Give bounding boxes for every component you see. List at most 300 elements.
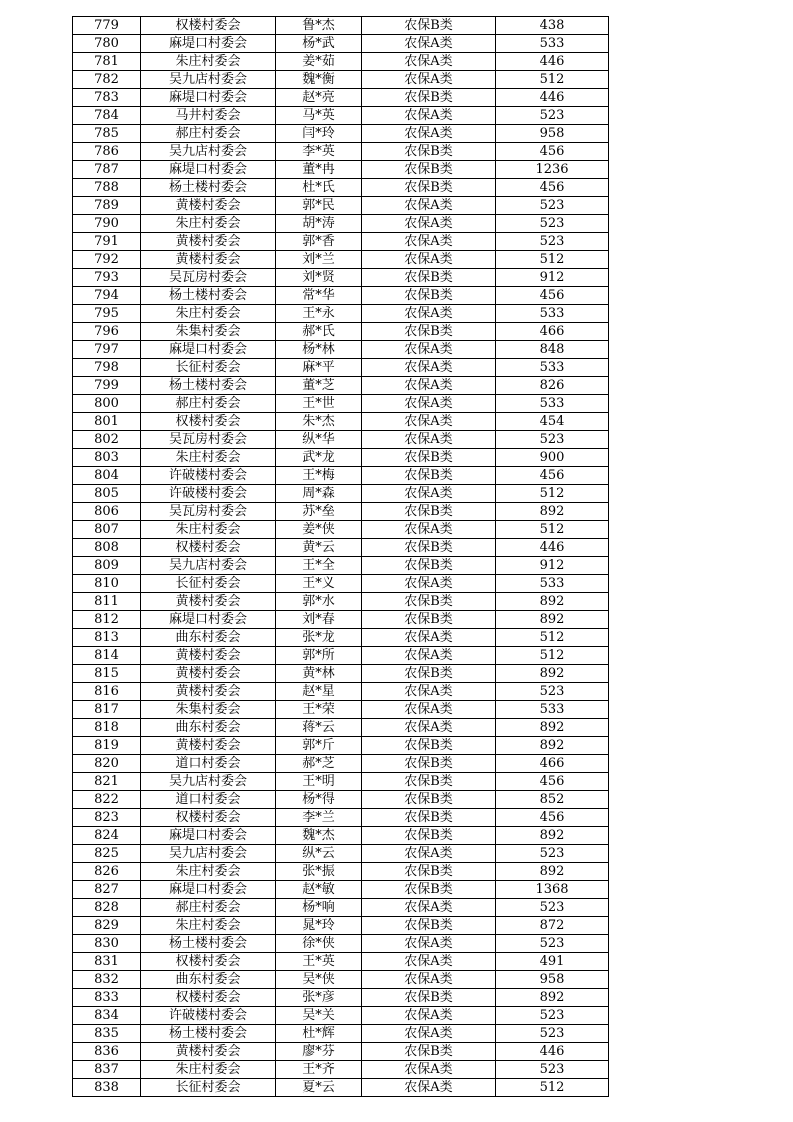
row-number-cell: 810 [73, 575, 141, 593]
table-row [73, 719, 609, 737]
category-cell: 农保B类 [362, 755, 496, 773]
name-cell: 王*齐 [276, 1061, 362, 1079]
row-number-cell: 797 [73, 341, 141, 359]
name-cell: 王*明 [276, 773, 362, 791]
table-row [73, 575, 609, 593]
table-row [73, 413, 609, 431]
table-row [73, 359, 609, 377]
amount-cell: 533 [496, 395, 609, 413]
table-row [73, 161, 609, 179]
amount-cell: 446 [496, 1043, 609, 1061]
name-cell: 麻*平 [276, 359, 362, 377]
row-number-cell: 835 [73, 1025, 141, 1043]
table-row [73, 143, 609, 161]
table-row [73, 593, 609, 611]
row-number-cell: 796 [73, 323, 141, 341]
name-cell: 董*芝 [276, 377, 362, 395]
name-cell: 马*英 [276, 107, 362, 125]
category-cell: 农保B类 [362, 665, 496, 683]
name-cell: 纵*云 [276, 845, 362, 863]
row-number-cell: 827 [73, 881, 141, 899]
amount-cell: 523 [496, 935, 609, 953]
village-cell: 长征村委会 [141, 575, 276, 593]
amount-cell: 491 [496, 953, 609, 971]
category-cell: 农保B类 [362, 737, 496, 755]
category-cell: 农保B类 [362, 17, 496, 35]
name-cell: 姜*侠 [276, 521, 362, 539]
table-row [73, 521, 609, 539]
category-cell: 农保A类 [362, 413, 496, 431]
name-cell: 张*振 [276, 863, 362, 881]
name-cell: 夏*云 [276, 1079, 362, 1097]
amount-cell: 872 [496, 917, 609, 935]
name-cell: 武*龙 [276, 449, 362, 467]
table-row [73, 179, 609, 197]
village-cell: 许破楼村委会 [141, 1007, 276, 1025]
category-cell: 农保B类 [362, 89, 496, 107]
row-number-cell: 792 [73, 251, 141, 269]
category-cell: 农保A类 [362, 647, 496, 665]
table-row [73, 791, 609, 809]
category-cell: 农保A类 [362, 683, 496, 701]
village-cell: 黄楼村委会 [141, 647, 276, 665]
village-cell: 许破楼村委会 [141, 467, 276, 485]
village-cell: 麻堤口村委会 [141, 35, 276, 53]
table-row [73, 89, 609, 107]
name-cell: 李*英 [276, 143, 362, 161]
name-cell: 杜*氏 [276, 179, 362, 197]
category-cell: 农保B类 [362, 179, 496, 197]
amount-cell: 892 [496, 503, 609, 521]
village-cell: 长征村委会 [141, 1079, 276, 1097]
row-number-cell: 824 [73, 827, 141, 845]
category-cell: 农保A类 [362, 935, 496, 953]
amount-cell: 523 [496, 431, 609, 449]
row-number-cell: 832 [73, 971, 141, 989]
name-cell: 李*兰 [276, 809, 362, 827]
row-number-cell: 805 [73, 485, 141, 503]
amount-cell: 512 [496, 251, 609, 269]
table-row [73, 1061, 609, 1079]
name-cell: 王*荣 [276, 701, 362, 719]
row-number-cell: 780 [73, 35, 141, 53]
amount-cell: 456 [496, 287, 609, 305]
village-cell: 麻堤口村委会 [141, 89, 276, 107]
village-cell: 黄楼村委会 [141, 665, 276, 683]
amount-cell: 826 [496, 377, 609, 395]
category-cell: 农保A类 [362, 71, 496, 89]
table-row [73, 431, 609, 449]
table-row [73, 557, 609, 575]
name-cell: 晁*玲 [276, 917, 362, 935]
village-cell: 麻堤口村委会 [141, 827, 276, 845]
village-cell: 杨土楼村委会 [141, 1025, 276, 1043]
amount-cell: 512 [496, 71, 609, 89]
village-cell: 麻堤口村委会 [141, 341, 276, 359]
village-cell: 道口村委会 [141, 791, 276, 809]
row-number-cell: 818 [73, 719, 141, 737]
amount-cell: 892 [496, 593, 609, 611]
village-cell: 朱庄村委会 [141, 863, 276, 881]
village-cell: 郝庄村委会 [141, 125, 276, 143]
category-cell: 农保A类 [362, 431, 496, 449]
village-cell: 郝庄村委会 [141, 395, 276, 413]
village-cell: 朱庄村委会 [141, 1061, 276, 1079]
village-cell: 许破楼村委会 [141, 485, 276, 503]
category-cell: 农保A类 [362, 53, 496, 71]
name-cell: 杨*响 [276, 899, 362, 917]
amount-cell: 912 [496, 557, 609, 575]
category-cell: 农保B类 [362, 557, 496, 575]
category-cell: 农保B类 [362, 863, 496, 881]
row-number-cell: 830 [73, 935, 141, 953]
name-cell: 刘*贤 [276, 269, 362, 287]
table-row [73, 989, 609, 1007]
name-cell: 常*华 [276, 287, 362, 305]
amount-cell: 454 [496, 413, 609, 431]
table-row [73, 251, 609, 269]
village-cell: 吴瓦房村委会 [141, 503, 276, 521]
name-cell: 郝*氏 [276, 323, 362, 341]
category-cell: 农保B类 [362, 791, 496, 809]
village-cell: 吴九店村委会 [141, 143, 276, 161]
category-cell: 农保B类 [362, 539, 496, 557]
amount-cell: 438 [496, 17, 609, 35]
category-cell: 农保A类 [362, 485, 496, 503]
table-row [73, 233, 609, 251]
category-cell: 农保A类 [362, 521, 496, 539]
name-cell: 赵*亮 [276, 89, 362, 107]
table-row [73, 71, 609, 89]
category-cell: 农保A类 [362, 359, 496, 377]
village-cell: 权楼村委会 [141, 953, 276, 971]
table-row [73, 629, 609, 647]
village-cell: 黄楼村委会 [141, 251, 276, 269]
table-row [73, 197, 609, 215]
row-number-cell: 798 [73, 359, 141, 377]
amount-cell: 848 [496, 341, 609, 359]
amount-cell: 533 [496, 305, 609, 323]
table-row [73, 683, 609, 701]
amount-cell: 446 [496, 53, 609, 71]
name-cell: 王*永 [276, 305, 362, 323]
row-number-cell: 789 [73, 197, 141, 215]
table-row [73, 935, 609, 953]
village-cell: 朱庄村委会 [141, 449, 276, 467]
village-cell: 杨土楼村委会 [141, 377, 276, 395]
table-row [73, 881, 609, 899]
amount-cell: 456 [496, 467, 609, 485]
row-number-cell: 804 [73, 467, 141, 485]
category-cell: 农保A类 [362, 395, 496, 413]
name-cell: 吴*侠 [276, 971, 362, 989]
name-cell: 姜*茹 [276, 53, 362, 71]
table-row [73, 53, 609, 71]
village-cell: 吴九店村委会 [141, 773, 276, 791]
table-row [73, 845, 609, 863]
amount-cell: 523 [496, 845, 609, 863]
row-number-cell: 813 [73, 629, 141, 647]
category-cell: 农保B类 [362, 143, 496, 161]
category-cell: 农保B类 [362, 593, 496, 611]
table-row [73, 125, 609, 143]
name-cell: 杨*林 [276, 341, 362, 359]
name-cell: 刘*兰 [276, 251, 362, 269]
amount-cell: 523 [496, 899, 609, 917]
table-row [73, 737, 609, 755]
name-cell: 王*世 [276, 395, 362, 413]
category-cell: 农保B类 [362, 269, 496, 287]
name-cell: 王*英 [276, 953, 362, 971]
data-table [72, 16, 609, 1097]
name-cell: 赵*星 [276, 683, 362, 701]
row-number-cell: 786 [73, 143, 141, 161]
village-cell: 麻堤口村委会 [141, 611, 276, 629]
amount-cell: 533 [496, 35, 609, 53]
row-number-cell: 833 [73, 989, 141, 1007]
table-row [73, 305, 609, 323]
village-cell: 朱庄村委会 [141, 305, 276, 323]
row-number-cell: 816 [73, 683, 141, 701]
amount-cell: 892 [496, 737, 609, 755]
table-row [73, 1025, 609, 1043]
table-row [73, 467, 609, 485]
row-number-cell: 782 [73, 71, 141, 89]
amount-cell: 466 [496, 323, 609, 341]
name-cell: 蒋*云 [276, 719, 362, 737]
village-cell: 朱庄村委会 [141, 917, 276, 935]
village-cell: 郝庄村委会 [141, 899, 276, 917]
name-cell: 王*义 [276, 575, 362, 593]
amount-cell: 523 [496, 107, 609, 125]
village-cell: 权楼村委会 [141, 17, 276, 35]
amount-cell: 446 [496, 539, 609, 557]
village-cell: 长征村委会 [141, 359, 276, 377]
category-cell: 农保A类 [362, 575, 496, 593]
row-number-cell: 800 [73, 395, 141, 413]
row-number-cell: 837 [73, 1061, 141, 1079]
table-row [73, 1007, 609, 1025]
category-cell: 农保A类 [362, 233, 496, 251]
category-cell: 农保A类 [362, 341, 496, 359]
category-cell: 农保A类 [362, 971, 496, 989]
amount-cell: 533 [496, 359, 609, 377]
amount-cell: 523 [496, 1007, 609, 1025]
amount-cell: 892 [496, 719, 609, 737]
category-cell: 农保B类 [362, 287, 496, 305]
row-number-cell: 812 [73, 611, 141, 629]
name-cell: 郝*芝 [276, 755, 362, 773]
table-row [73, 701, 609, 719]
row-number-cell: 814 [73, 647, 141, 665]
table-row [73, 899, 609, 917]
village-cell: 黄楼村委会 [141, 683, 276, 701]
village-cell: 黄楼村委会 [141, 737, 276, 755]
village-cell: 黄楼村委会 [141, 197, 276, 215]
table-row [73, 809, 609, 827]
category-cell: 农保A类 [362, 953, 496, 971]
category-cell: 农保A类 [362, 1007, 496, 1025]
row-number-cell: 794 [73, 287, 141, 305]
village-cell: 吴九店村委会 [141, 557, 276, 575]
row-number-cell: 781 [73, 53, 141, 71]
amount-cell: 533 [496, 575, 609, 593]
category-cell: 农保B类 [362, 827, 496, 845]
category-cell: 农保A类 [362, 899, 496, 917]
amount-cell: 512 [496, 485, 609, 503]
table-row [73, 35, 609, 53]
amount-cell: 523 [496, 233, 609, 251]
row-number-cell: 799 [73, 377, 141, 395]
village-cell: 朱庄村委会 [141, 521, 276, 539]
amount-cell: 892 [496, 665, 609, 683]
village-cell: 吴瓦房村委会 [141, 269, 276, 287]
amount-cell: 523 [496, 1061, 609, 1079]
table-row [73, 17, 609, 35]
row-number-cell: 791 [73, 233, 141, 251]
name-cell: 徐*侠 [276, 935, 362, 953]
row-number-cell: 793 [73, 269, 141, 287]
name-cell: 吴*关 [276, 1007, 362, 1025]
name-cell: 王*全 [276, 557, 362, 575]
category-cell: 农保A类 [362, 305, 496, 323]
village-cell: 曲东村委会 [141, 971, 276, 989]
category-cell: 农保B类 [362, 323, 496, 341]
amount-cell: 958 [496, 125, 609, 143]
name-cell: 朱*杰 [276, 413, 362, 431]
category-cell: 农保A类 [362, 845, 496, 863]
table-row [73, 971, 609, 989]
table-row [73, 107, 609, 125]
amount-cell: 892 [496, 827, 609, 845]
row-number-cell: 784 [73, 107, 141, 125]
category-cell: 农保B类 [362, 503, 496, 521]
name-cell: 胡*涛 [276, 215, 362, 233]
village-cell: 朱集村委会 [141, 701, 276, 719]
name-cell: 郭*斤 [276, 737, 362, 755]
category-cell: 农保A类 [362, 629, 496, 647]
amount-cell: 900 [496, 449, 609, 467]
row-number-cell: 779 [73, 17, 141, 35]
table-row [73, 395, 609, 413]
category-cell: 农保B类 [362, 467, 496, 485]
village-cell: 权楼村委会 [141, 413, 276, 431]
village-cell: 朱集村委会 [141, 323, 276, 341]
table-row [73, 863, 609, 881]
village-cell: 权楼村委会 [141, 809, 276, 827]
village-cell: 权楼村委会 [141, 989, 276, 1007]
amount-cell: 456 [496, 179, 609, 197]
name-cell: 张*彦 [276, 989, 362, 1007]
row-number-cell: 831 [73, 953, 141, 971]
village-cell: 吴九店村委会 [141, 71, 276, 89]
name-cell: 廖*芬 [276, 1043, 362, 1061]
category-cell: 农保A类 [362, 107, 496, 125]
name-cell: 郭*香 [276, 233, 362, 251]
amount-cell: 912 [496, 269, 609, 287]
amount-cell: 892 [496, 611, 609, 629]
amount-cell: 512 [496, 1079, 609, 1097]
village-cell: 道口村委会 [141, 755, 276, 773]
amount-cell: 446 [496, 89, 609, 107]
name-cell: 魏*杰 [276, 827, 362, 845]
row-number-cell: 785 [73, 125, 141, 143]
amount-cell: 466 [496, 755, 609, 773]
amount-cell: 512 [496, 647, 609, 665]
table-row [73, 611, 609, 629]
row-number-cell: 809 [73, 557, 141, 575]
village-cell: 杨土楼村委会 [141, 935, 276, 953]
category-cell: 农保B类 [362, 1043, 496, 1061]
village-cell: 麻堤口村委会 [141, 161, 276, 179]
amount-cell: 523 [496, 1025, 609, 1043]
table-row [73, 827, 609, 845]
village-cell: 黄楼村委会 [141, 1043, 276, 1061]
category-cell: 农保A类 [362, 1061, 496, 1079]
table-row [73, 1079, 609, 1097]
name-cell: 周*森 [276, 485, 362, 503]
village-cell: 朱庄村委会 [141, 215, 276, 233]
amount-cell: 852 [496, 791, 609, 809]
row-number-cell: 836 [73, 1043, 141, 1061]
name-cell: 郭*民 [276, 197, 362, 215]
row-number-cell: 826 [73, 863, 141, 881]
category-cell: 农保A类 [362, 197, 496, 215]
row-number-cell: 828 [73, 899, 141, 917]
amount-cell: 512 [496, 629, 609, 647]
row-number-cell: 811 [73, 593, 141, 611]
village-cell: 马井村委会 [141, 107, 276, 125]
amount-cell: 533 [496, 701, 609, 719]
name-cell: 纵*华 [276, 431, 362, 449]
row-number-cell: 817 [73, 701, 141, 719]
table-row [73, 773, 609, 791]
amount-cell: 456 [496, 143, 609, 161]
category-cell: 农保B类 [362, 989, 496, 1007]
village-cell: 曲东村委会 [141, 719, 276, 737]
table-row [73, 215, 609, 233]
village-cell: 吴九店村委会 [141, 845, 276, 863]
name-cell: 杨*得 [276, 791, 362, 809]
amount-cell: 523 [496, 197, 609, 215]
table-row [73, 503, 609, 521]
village-cell: 权楼村委会 [141, 539, 276, 557]
row-number-cell: 790 [73, 215, 141, 233]
category-cell: 农保B类 [362, 917, 496, 935]
category-cell: 农保B类 [362, 611, 496, 629]
row-number-cell: 823 [73, 809, 141, 827]
amount-cell: 1368 [496, 881, 609, 899]
table-row [73, 485, 609, 503]
row-number-cell: 815 [73, 665, 141, 683]
amount-cell: 892 [496, 863, 609, 881]
amount-cell: 456 [496, 809, 609, 827]
category-cell: 农保B类 [362, 773, 496, 791]
row-number-cell: 787 [73, 161, 141, 179]
category-cell: 农保A类 [362, 125, 496, 143]
table-row [73, 539, 609, 557]
amount-cell: 958 [496, 971, 609, 989]
category-cell: 农保A类 [362, 1025, 496, 1043]
amount-cell: 523 [496, 215, 609, 233]
name-cell: 杨*武 [276, 35, 362, 53]
row-number-cell: 783 [73, 89, 141, 107]
name-cell: 黄*云 [276, 539, 362, 557]
row-number-cell: 820 [73, 755, 141, 773]
category-cell: 农保B类 [362, 449, 496, 467]
name-cell: 黄*林 [276, 665, 362, 683]
category-cell: 农保B类 [362, 881, 496, 899]
